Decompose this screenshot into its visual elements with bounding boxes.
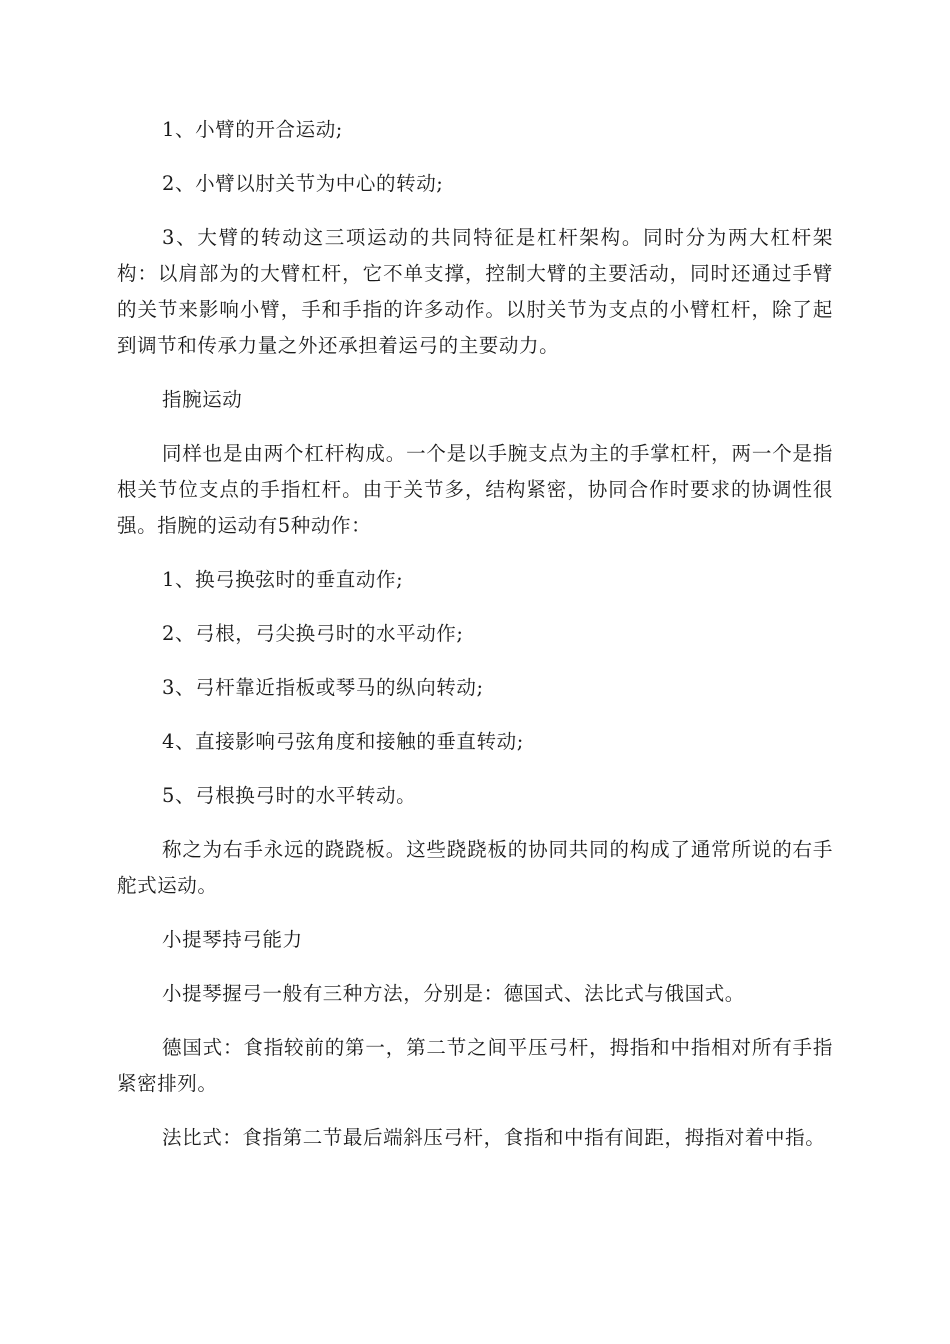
list-item-vertical-rotation: 4、直接影响弓弦角度和接触的垂直转动; [162, 730, 524, 753]
paragraph-finger-wrist-levers: 同样也是由两个杠杆构成。一个是以手腕支点为主的手掌杠杆，两一个是指根关节位支点的手指杠杆。由于关节多，结构紧密，协同合作时要求的协调性很强。指腕的运动有5种动作： [117, 442, 833, 537]
paragraph-german-style: 德国式：食指较前的第一，第二节之间平压弓杆，拇指和中指相对所有手指紧密排列。 [117, 1036, 833, 1095]
document-page [117, 112, 833, 1174]
list-item-forearm-elbow-rotation: 2、小臂以肘关节为中心的转动; [162, 172, 444, 195]
section-heading-bow-hold: 小提琴持弓能力 [162, 928, 303, 951]
section-heading-finger-wrist: 指腕运动 [162, 388, 243, 411]
list-item-horizontal-motion: 2、弓根，弓尖换弓时的水平动作; [162, 622, 464, 645]
paragraph-seesaw: 称之为右手永远的跷跷板。这些跷跷板的协同共同的构成了通常所说的右手舵式运动。 [117, 838, 833, 897]
paragraph-upper-arm-lever: 3、大臂的转动这三项运动的共同特征是杠杆架构。同时分为两大杠杆架构：以肩部为的大臂杠杆，它不单支撑，控制大臂的主要活动，同时还通过手臂的关节来影响小臂，手和手指的许多动作。以肘关节为支点的小臂杠杆，除了起到调节和传承力量之外还承担着运弓的主要动力。 [117, 226, 833, 357]
list-item-frog-horizontal-rotation: 5、弓根换弓时的水平转动。 [162, 784, 417, 807]
list-item-forearm-open-close: 1、小臂的开合运动; [162, 118, 343, 141]
paragraph-three-methods: 小提琴握弓一般有三种方法，分别是：德国式、法比式与俄国式。 [162, 982, 745, 1005]
paragraph-franco-belgian-style: 法比式：食指第二节最后端斜压弓杆，食指和中指有间距，拇指对着中指。 [162, 1126, 826, 1149]
list-item-vertical-motion: 1、换弓换弦时的垂直动作; [162, 568, 404, 591]
list-item-longitudinal-rotation: 3、弓杆靠近指板或琴马的纵向转动; [162, 676, 484, 699]
